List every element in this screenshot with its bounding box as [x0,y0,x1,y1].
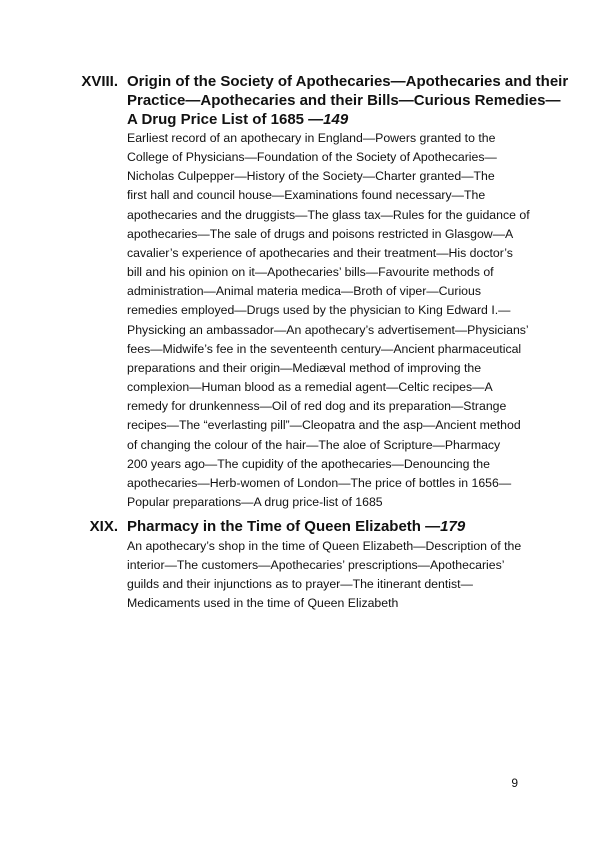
chapter-summary [127,129,557,512]
chapter-title-line: Origin of the Society of Apothecaries—Apothecaries and their [127,73,569,90]
summary-line: Medicaments used in the time of Queen Elizabeth [127,596,399,611]
summary-line: College of Physicians—Foundation of the Society of Apothecaries— [127,150,497,165]
summary-line: of changing the colour of the hair—The aloe of Scripture—Pharmacy [127,437,501,452]
chapter-title-line: Practice—Apothecaries and their Bills—Curious Remedies— [127,92,561,109]
summary-line: Nicholas Culpepper—History of the Society—Charter granted—The [127,169,495,184]
summary-line: Popular preparations—A drug price-list of 1685 [127,494,383,509]
summary-line: fees—Midwife’s fee in the seventeenth century—Ancient pharmaceutical [127,341,522,356]
chapter-page-number: 179 [440,518,466,535]
summary-line: 200 years ago—The cupidity of the apothecaries—Denouncing the [127,456,490,471]
summary-line: remedy for drunkenness—Oil of red dog and its preparation—Strange [127,399,507,414]
chapter-title-line [127,517,547,536]
summary-line: apothecaries and the druggists—The glass tax—Rules for the guidance of [127,207,530,222]
chapter-title-text: Pharmacy in the Time of Queen Elizabeth — [127,518,441,535]
summary-line: administration—Animal materia medica—Broth of viper—Curious [127,284,482,299]
chapter-title-line [127,110,547,129]
chapter-summary [127,537,557,614]
chapter-title [127,517,547,536]
summary-line: complexion—Human blood as a remedial agent—Celtic recipes—A [127,380,493,395]
summary-line: remedies employed—Drugs used by the physician to King Edward I.— [127,303,511,318]
chapter-numeral: XIX. [89,518,118,535]
summary-line: apothecaries—The sale of drugs and poisons restricted in Glasgow—A [127,226,514,241]
summary-line: first hall and council house—Examinations found necessary—The [127,188,486,203]
chapter-page-number: 149 [323,111,349,128]
summary-line: Physicking an ambassador—An apothecary’s advertisement—Physicians’ [127,322,529,337]
summary-line: preparations and their origin—Mediæval method of improving the [127,360,482,375]
summary-line: Earliest record of an apothecary in England—Powers granted to the [127,131,496,145]
summary-line: bill and his opinion on it—Apothecaries’ bills—Favourite methods of [127,265,494,280]
summary-line: guilds and their injunctions as to prayer—The itinerant dentist— [127,577,473,592]
summary-line: An apothecary’s shop in the time of Queen Elizabeth—Description of the [127,539,522,553]
page-number: 9 [511,776,518,790]
chapter-title [127,72,569,129]
summary-line: apothecaries—Herb-women of London—The price of bottles in 1656— [127,475,512,490]
chapter-numeral: XVIII. [81,73,118,90]
summary-line: cavalier’s experience of apothecaries and their treatment—His doctor’s [127,245,513,260]
chapter-title-text: A Drug Price List of 1685 — [127,111,324,128]
summary-line: interior—The customers—Apothecaries’ prescriptions—Apothecaries’ [127,558,505,573]
summary-line: recipes—The “everlasting pill”—Cleopatra and the asp—Ancient method [127,418,521,433]
